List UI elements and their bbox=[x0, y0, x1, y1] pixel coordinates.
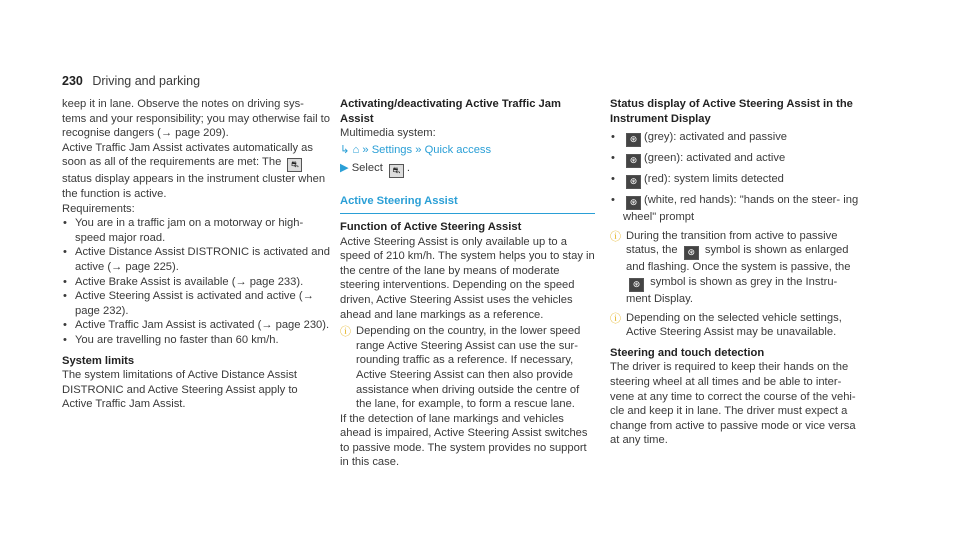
chevron-right-icon: » bbox=[362, 143, 369, 156]
select-label: Select bbox=[351, 162, 383, 175]
list-item: • You are travelling no faster than 60 km/h. bbox=[62, 333, 330, 348]
requirements-label: Requirements: bbox=[62, 202, 135, 215]
function-text: Active Steering Assist is only available up to a speed of 210 km/h. The system helps you to stay in the centre of the lane by means of moderate steering interventions. Depending on the speed driven, Active Steering Assist uses the vehicles ahead and lane markings as a reference. bbox=[340, 235, 595, 321]
info-icon: ⓘ bbox=[610, 312, 621, 325]
note bbox=[340, 324, 595, 412]
nav-settings: Settings bbox=[371, 143, 413, 156]
steering-assist-icon: ⊛ bbox=[626, 175, 641, 189]
system-limits-text: The system limitations of Active Distance Assist DISTRONIC and Active Steering Assist apply to Active Traffic Jam Assist. bbox=[62, 369, 298, 411]
steering-assist-icon: ⊛ bbox=[626, 154, 641, 168]
note-text: Depending on the country, in the lower speed range Active Steering Assist can use the sur- rounding traffic as a reference. If necessary, Active Steering Assist can then also provide assistance when driving outside the centre of the lane, for example, to form a rescue lane. bbox=[356, 325, 581, 411]
column-3 bbox=[610, 97, 860, 448]
nav-path bbox=[340, 143, 595, 158]
step-arrow-icon: ▶ bbox=[340, 162, 349, 175]
info-icon: ⓘ bbox=[610, 230, 621, 243]
list-item: • ⊛ (green): activated and active bbox=[610, 151, 860, 168]
page-header bbox=[62, 74, 200, 88]
multimedia-label: Multimedia system: bbox=[340, 127, 436, 140]
section-title: Active Steering Assist bbox=[340, 194, 595, 214]
system-limits-heading: System limits bbox=[62, 354, 135, 367]
list-item: • Active Steering Assist is activated and active (→ page 232). bbox=[62, 289, 330, 318]
status-display-heading: Status display of Active Steering Assist in the Instrument Display bbox=[610, 98, 853, 125]
note-text: Depending on the selected vehicle settings, Active Steering Assist may be unavailable. bbox=[626, 311, 842, 339]
function-heading: Function of Active Steering Assist bbox=[340, 220, 522, 233]
steering-assist-icon: ⊛ bbox=[626, 196, 641, 210]
traffic-jam-assist-icon: ⛐ bbox=[389, 164, 404, 178]
status-list bbox=[610, 130, 860, 225]
steering-assist-icon: ⊛ bbox=[684, 246, 699, 260]
activation-text-2: status display appears in the instrument cluster when the function is active. bbox=[62, 173, 326, 200]
intro-text: keep it in lane. Observe the notes on driving sys- tems and your responsibility; you may otherwise fail to recognise dangers (→ page 209). bbox=[62, 98, 330, 140]
detection-text: If the detection of lane markings and vehicles ahead is impaired, Active Steering Assist switches to passive mode. The system provides no support in this case. bbox=[340, 412, 588, 469]
page-number: 230 bbox=[62, 74, 83, 88]
activation-text: Active Traffic Jam Assist activates automatically as soon as all of the requirements are met: The bbox=[62, 141, 313, 169]
list-item: • Active Traffic Jam Assist is activated (→ page 230). bbox=[62, 318, 330, 333]
list-item: • ⊛ (red): system limits detected bbox=[610, 172, 860, 189]
nav-arrow-icon: ↳ bbox=[340, 143, 350, 156]
requirements-list bbox=[62, 216, 330, 347]
touch-detection-text: The driver is required to keep their hands on the steering wheel at all times and be able to inter- vene at any time to correct the course of the vehi- cle and keep it in lane. The driver must expect a change from active to passive mode or vice versa at any time. bbox=[610, 361, 856, 447]
note bbox=[610, 311, 860, 340]
steering-assist-icon: ⊛ bbox=[629, 278, 644, 292]
traffic-jam-assist-icon: ⛐ bbox=[287, 158, 302, 172]
list-item: • ⊛ (white, red hands): "hands on the steer- ing wheel" prompt bbox=[610, 193, 860, 225]
list-item: • Active Distance Assist DISTRONIC is activated and active (→ page 225). bbox=[62, 245, 330, 274]
list-item: • Active Brake Assist is available (→ page 233). bbox=[62, 275, 330, 290]
touch-detection-heading: Steering and touch detection bbox=[610, 346, 765, 359]
list-item: • ⊛ (grey): activated and passive bbox=[610, 130, 860, 147]
note: ⓘ During the transition from active to passive status, the ⊛ symbol is shown as enlarged and flashing. Once the system is passive, the ⊛ symbol is shown as grey in the Instru- ment Display. bbox=[610, 229, 851, 305]
list-item: • You are in a traffic jam on a motorway or high- speed major road. bbox=[62, 216, 330, 245]
info-icon: ⓘ bbox=[340, 326, 351, 339]
chapter-title: Driving and parking bbox=[92, 74, 201, 88]
column-1 bbox=[62, 97, 330, 412]
column-2 bbox=[340, 97, 595, 470]
chevron-right-icon: » bbox=[415, 143, 422, 156]
activating-heading: Activating/deactivating Active Traffic Jam Assist bbox=[340, 98, 561, 125]
nav-quick-access: Quick access bbox=[424, 143, 492, 156]
steering-assist-icon: ⊛ bbox=[626, 133, 641, 147]
select-line: ▶ Select ⛐ . bbox=[340, 161, 595, 178]
home-icon: ⌂ bbox=[352, 143, 360, 156]
